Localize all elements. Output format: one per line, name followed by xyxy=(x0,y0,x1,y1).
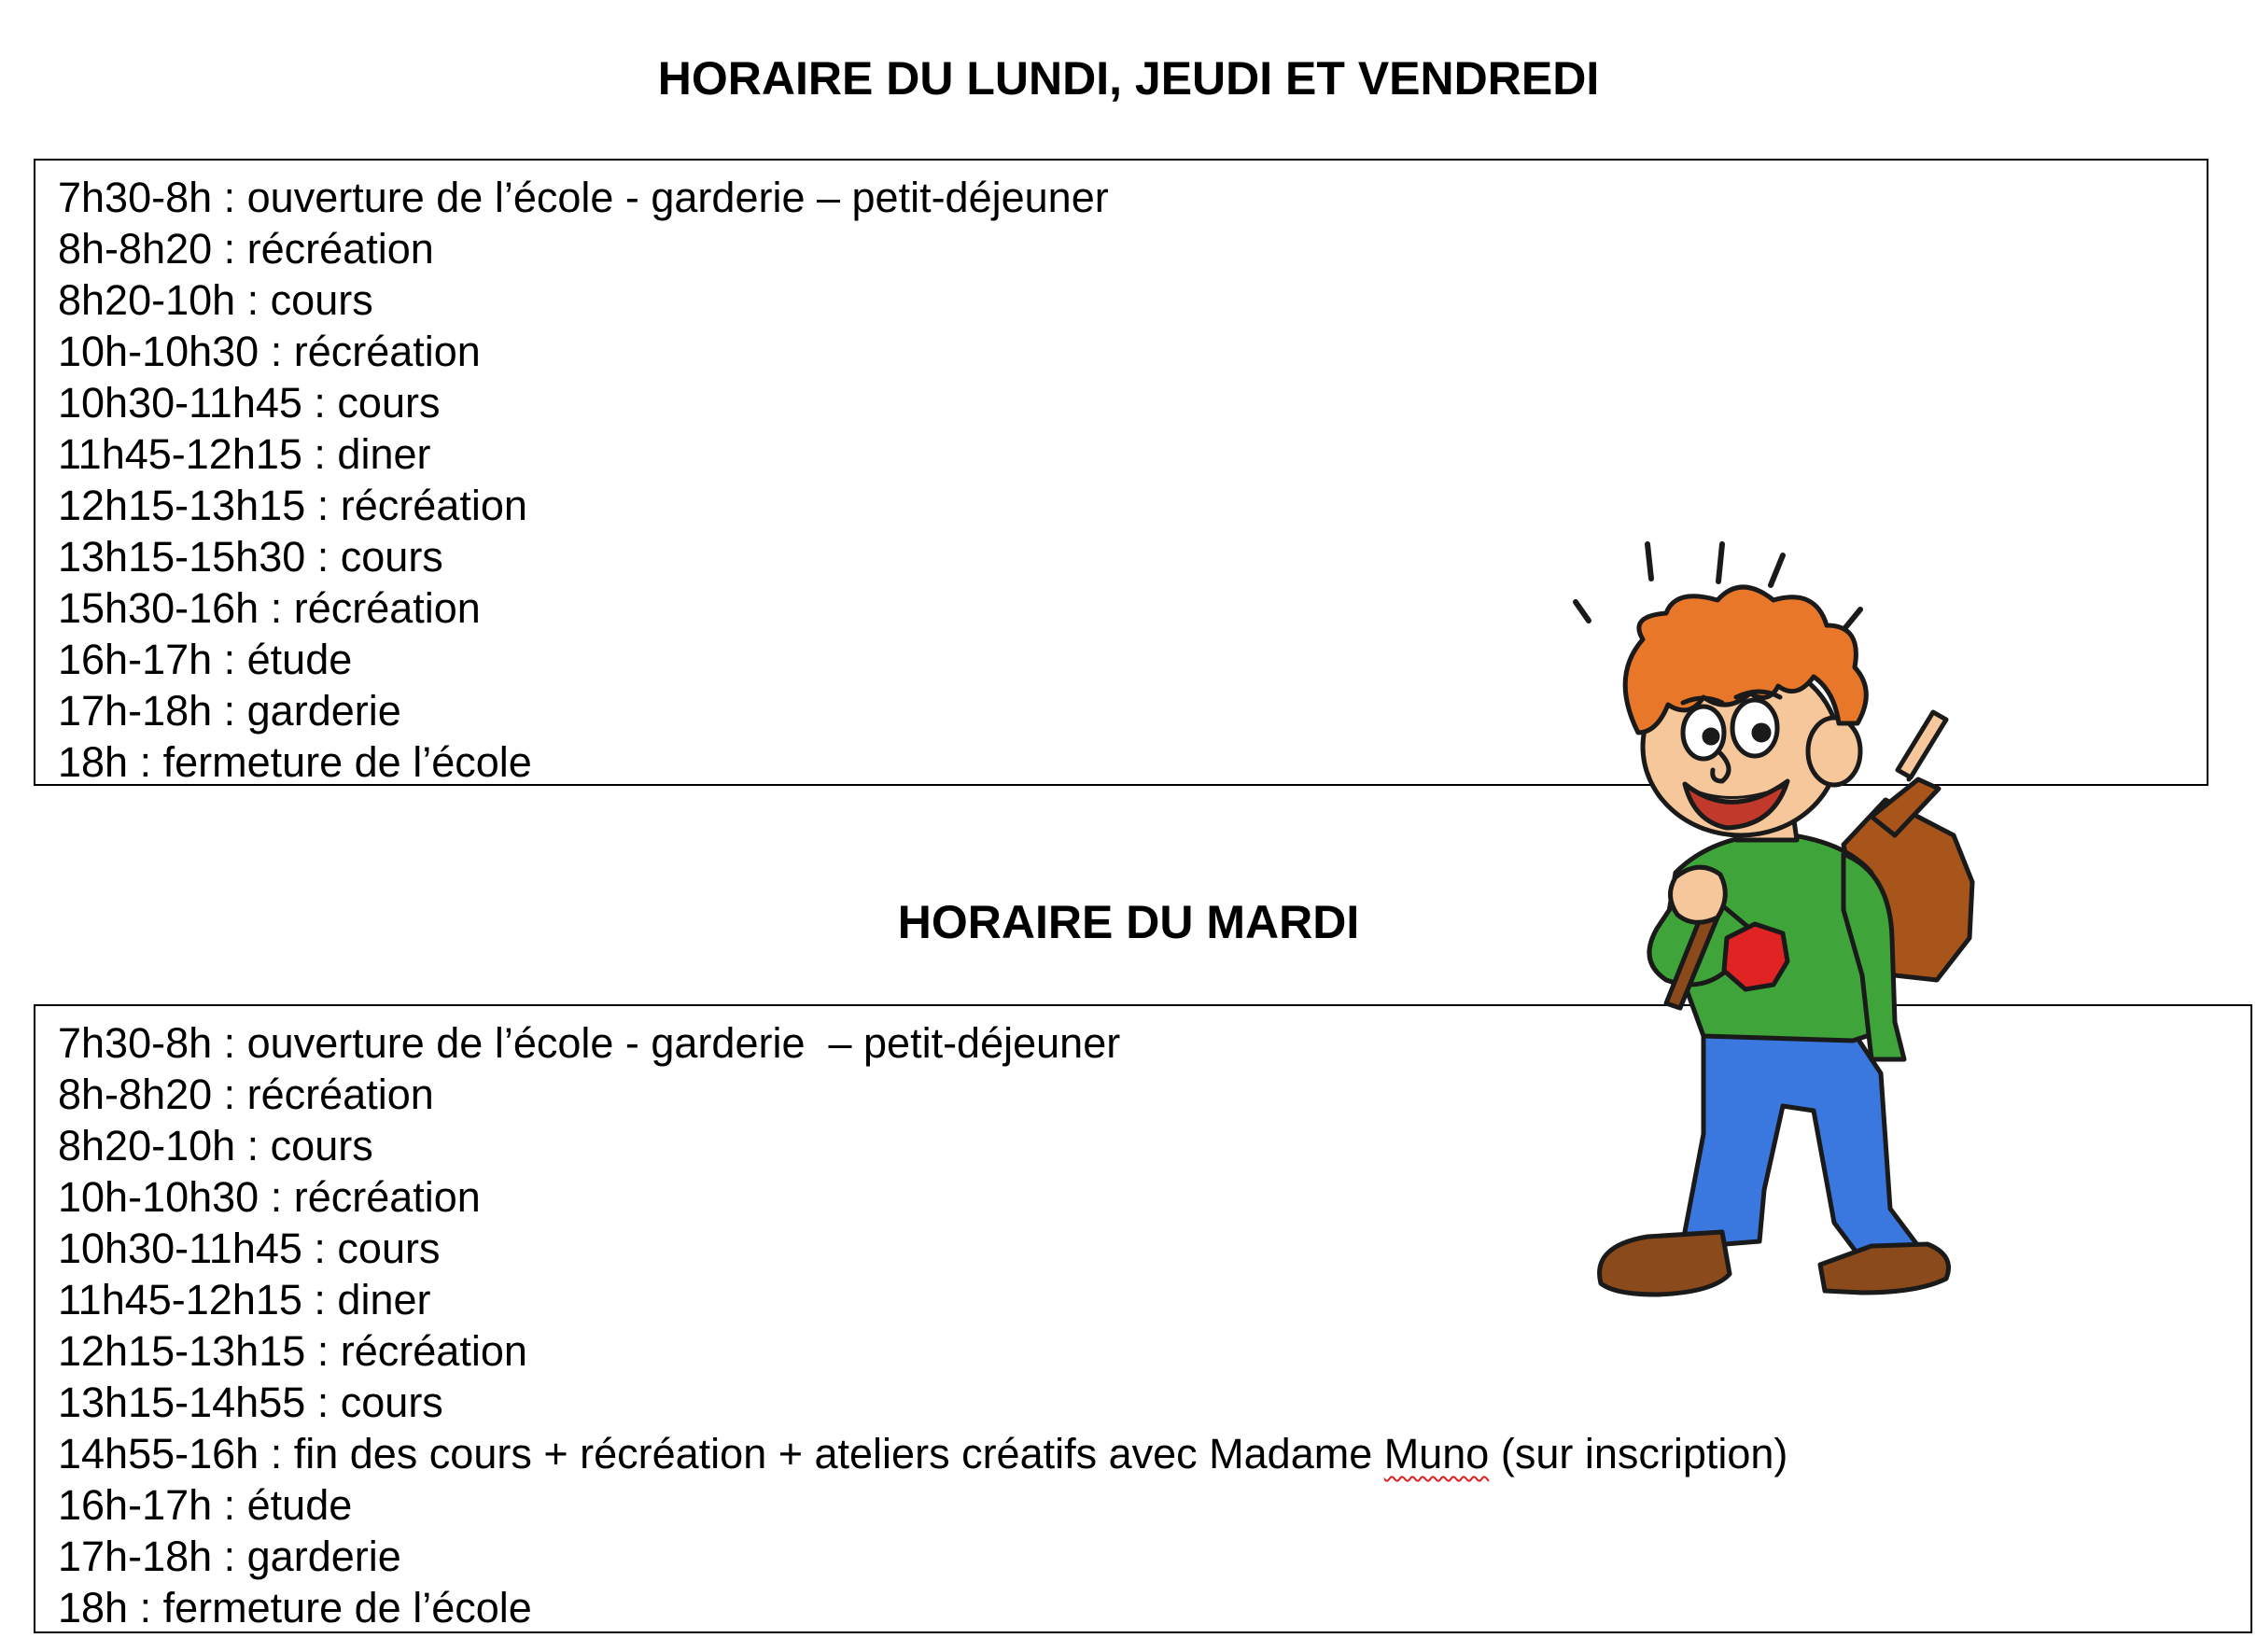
schedule-line: 16h-17h : étude xyxy=(58,636,353,683)
schedule-line: 8h20-10h : cours xyxy=(58,276,373,324)
schedule-line: 10h30-11h45 : cours xyxy=(58,1225,441,1272)
schedule-title-mon-thu-fri: HORAIRE DU LUNDI, JEUDI ET VENDREDI xyxy=(657,52,1600,105)
schedule-line: 11h45-12h15 : diner xyxy=(58,430,431,478)
schedule-line: 13h15-15h30 : cours xyxy=(58,533,443,581)
schedule-line: 13h15-14h55 : cours xyxy=(58,1379,443,1426)
schedule-line-ateliers xyxy=(58,1428,2250,1479)
schedule-line: 7h30-8h : ouverture de l’école - garderie – petit-déjeuner xyxy=(58,1019,1121,1067)
schedule-line: 17h-18h : garderie xyxy=(58,687,401,735)
schedule-line: 12h15-13h15 : récréation xyxy=(58,482,527,529)
schedule-line-text: (sur inscription) xyxy=(1489,1430,1788,1477)
schedule-line: 15h30-16h : récréation xyxy=(58,584,481,632)
schedule-line: 8h-8h20 : récréation xyxy=(58,1071,434,1118)
schedule-line: 10h30-11h45 : cours xyxy=(58,379,441,427)
cartoon-schoolboy-icon xyxy=(1563,537,1993,1325)
schedule-line: 10h-10h30 : récréation xyxy=(58,1173,481,1221)
schedule-line: 10h-10h30 : récréation xyxy=(58,328,481,375)
sweater-patch xyxy=(1724,924,1787,989)
shoe-right xyxy=(1820,1244,1949,1293)
schedule-line: 12h15-13h15 : récréation xyxy=(58,1327,527,1375)
schedule-line: 8h-8h20 : récréation xyxy=(58,225,434,273)
schedule-line-text: 14h55-16h : fin des cours + récréation + ateliers créatifs avec Madame xyxy=(58,1430,1384,1477)
shoe-left xyxy=(1600,1232,1730,1295)
schedule-line: 7h30-8h : ouverture de l’école - garderie – petit-déjeuner xyxy=(58,174,1109,221)
schedule-line: 18h : fermeture de l’école xyxy=(58,738,532,786)
schedule-title-tuesday: HORAIRE DU MARDI xyxy=(897,896,1360,948)
hand xyxy=(1670,867,1725,922)
schedule-line: 11h45-12h15 : diner xyxy=(58,1276,431,1323)
schedule-line: 18h : fermeture de l’école xyxy=(58,1584,532,1631)
schedule-line: 8h20-10h : cours xyxy=(58,1122,373,1169)
spellcheck-flagged-word[interactable]: Muno xyxy=(1383,1430,1490,1477)
schedule-line: 17h-18h : garderie xyxy=(58,1533,401,1580)
schedule-line: 16h-17h : étude xyxy=(58,1481,353,1529)
